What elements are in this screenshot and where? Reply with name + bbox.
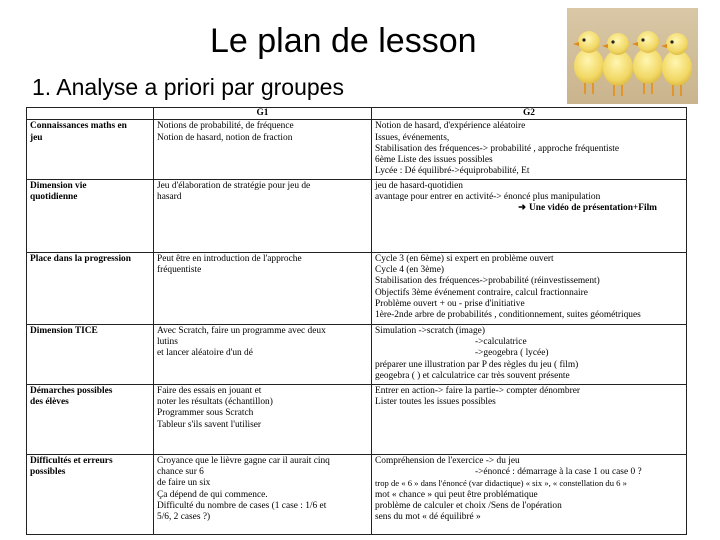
row-label: Difficultés et erreurs possibles <box>27 454 154 534</box>
row-label: Connaissances maths en jeu <box>27 120 154 179</box>
header-g1: G1 <box>154 108 372 120</box>
g2-cell: Cycle 3 (en 6ème) si expert en problème ouvert Cycle 4 (en 3ème) Stabilisation des fréquences->probabilité (réinvestissement) Objectifs 3ème événement contraire, calcul fractionnaire Problème ouvert + ou - prise d'initiative 1ère-2nde arbre de probabilités , conditionnement, suites géométriques <box>372 252 687 324</box>
g1-cell: Faire des essais en jouant et noter les résultats (échantillon) Programmer sous Scratch Tableur s'ils savent l'utiliser <box>154 384 372 454</box>
table-row <box>27 454 687 534</box>
page-subtitle: 1. Analyse a priori par groupes <box>32 74 344 100</box>
analysis-table <box>26 107 687 535</box>
g1-cell: Peut être en introduction de l'approche fréquentiste <box>154 252 372 324</box>
page-title: Le plan de lesson <box>210 22 477 60</box>
g2-cell: Compréhension de l'exercice -> du jeu ->énoncé : démarrage à la case 1 ou case 0 ? trop de « 6 » dans l'énoncé (var didactique) « six », « constellation du 6 » mot « chance » qui peut être problématique problème de calculer et choix /Sens de l'opération sens du mot « dé équilibré » <box>372 454 687 534</box>
row-label: Dimension vie quotidienne <box>27 179 154 252</box>
header-g2: G2 <box>372 108 687 120</box>
chicks-photo <box>567 8 698 104</box>
table-row <box>27 179 687 252</box>
g1-cell: Jeu d'élaboration de stratégie pour jeu de hasard <box>154 179 372 252</box>
g1-cell: Avec Scratch, faire un programme avec deux lutins et lancer aléatoire d'un dé <box>154 324 372 384</box>
header-empty <box>27 108 154 120</box>
g1-cell: Croyance que le lièvre gagne car il aurait cinq chance sur 6 de faire un six Ça dépend de qui commence. Difficulté du nombre de cases (1 case : 1/6 et 5/6, 2 cases ?) <box>154 454 372 534</box>
table-row <box>27 384 687 454</box>
arrow-right-icon: ➜ <box>518 203 526 214</box>
g2-cell: Simulation ->scratch (image) ->calculatrice ->geogebra ( lycée) préparer une illustration par P des règles du jeu ( film) geogebra ( ) et calculatrice car très souvent présente <box>372 324 687 384</box>
g2-cell: Entrer en action-> faire la partie-> compter dénombrer Lister toutes les issues possibles <box>372 384 687 454</box>
table-row <box>27 120 687 179</box>
table-header-row <box>27 108 687 120</box>
row-label: Dimension TICE <box>27 324 154 384</box>
row-label: Démarches possibles des élèves <box>27 384 154 454</box>
row-label: Place dans la progression <box>27 252 154 324</box>
table-row <box>27 324 687 384</box>
g2-cell: Notion de hasard, d'expérience aléatoire Issues, événements, Stabilisation des fréquences-> probabilité , approche fréquentiste 6ème Liste des issues possibles Lycée : Dé équilibré->équiprobabilité, Et <box>372 120 687 179</box>
table-row <box>27 252 687 324</box>
g2-cell: jeu de hasard-quotidien avantage pour entrer en activité-> énoncé plus manipulation ➜ Une vidéo de présentation+Film <box>372 179 687 252</box>
g1-cell: Notions de probabilité, de fréquence Notion de hasard, notion de fraction <box>154 120 372 179</box>
